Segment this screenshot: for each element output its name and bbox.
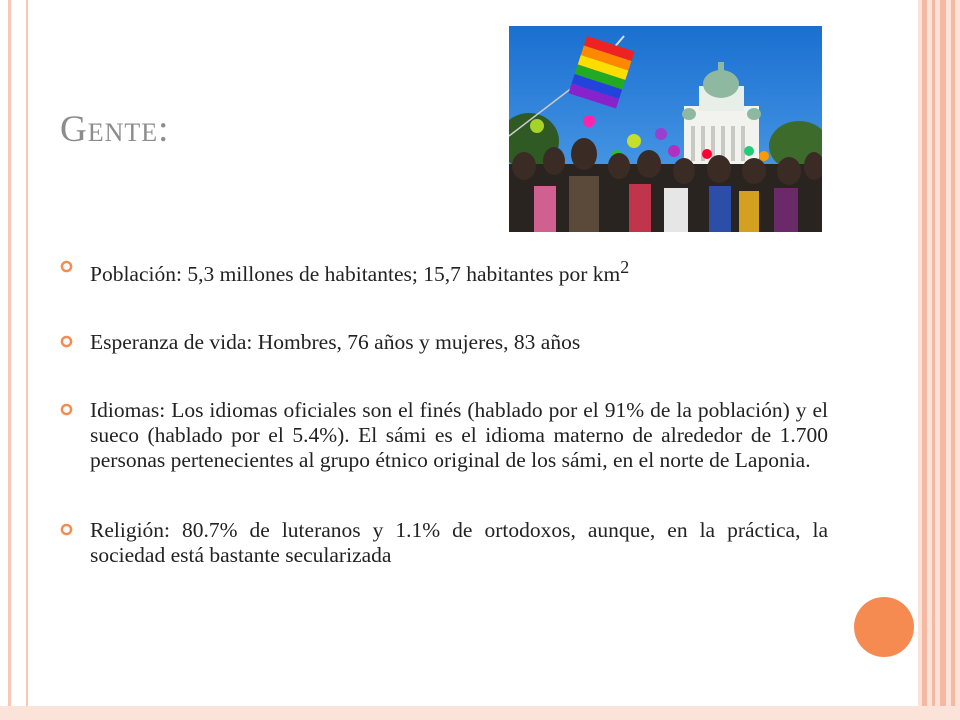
bullet-ring-icon [60,403,73,416]
frame-line-outer [8,0,11,720]
bullet-text: Religión: 80.7% de luteranos y 1.1% de ortodoxos, aunque, en la práctica, la sociedad está bastante secularizada [90,518,828,568]
right-decorative-stripes [918,0,960,720]
left-frame-lines [0,0,42,720]
bullet-ring-icon [60,523,73,536]
bottom-band [0,706,960,720]
bullet-text: Idiomas: Los idiomas oficiales son el finés (hablado por el 91% de la población) y el sueco (hablado por el 5.4%). El sámi es el idioma materno de alrededor de 1.700 personas pertenecientes al grupo étnico original de los sámi, en el norte de Laponia. [90,398,828,473]
superscript: 2 [620,257,630,277]
list-item-idiomas [60,398,828,473]
accent-circle [854,597,914,657]
bullet-ring-icon [60,260,73,273]
bullet-text: Esperanza de vida: Hombres, 76 años y mujeres, 83 años [90,330,581,355]
list-item-esperanza [60,330,828,355]
frame-line-inner [26,0,28,720]
bullet-ring-icon [60,335,73,348]
pride-parade-photo [509,26,822,232]
bullet-list [60,255,828,568]
list-item-religion [60,518,828,568]
stripe [932,0,935,720]
list-item-poblacion [60,255,828,287]
bullet-text: Población: 5,3 millones de habitantes; 15,7 habitantes por km [90,262,621,287]
stripe [940,0,946,720]
stripe [922,0,927,720]
slide-title: Gente: [60,109,170,150]
stripe [951,0,955,720]
